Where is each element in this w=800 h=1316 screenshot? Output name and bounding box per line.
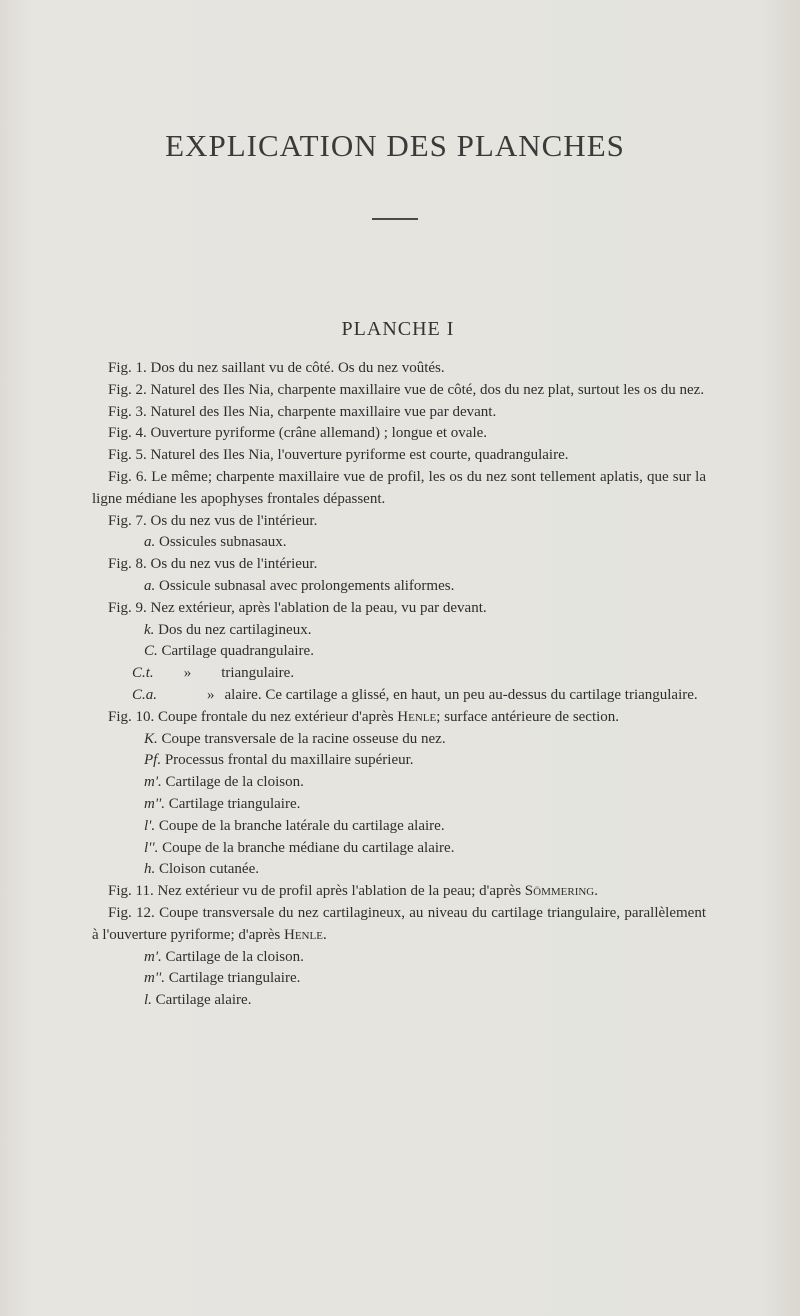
legend-text: alaire. Ce cartilage a glissé, en haut, un peu au-dessus du cartilage triangulaire. [224,686,698,703]
legend-item [92,794,706,816]
figure-description: Le même; charpente maxillaire vue de profil, les os du nez sont tellement aplatis, que sur la ligne médiane les apophyses frontales dépassent. [92,468,707,507]
legend-text: Ossicule subnasal avec prolongements aliformes. [159,577,455,594]
figure-entry [92,554,706,576]
figure-entry [92,423,706,445]
legend-text: Cartilage alaire. [155,992,252,1009]
figure-entry [92,467,706,511]
legend-mark: m''. [144,795,165,812]
legend-item [92,750,706,772]
figure-description: Coupe transversale du nez cartilagineux, au niveau du cartilage triangulaire, parallèlement à l'ouverture pyriforme; d'après [92,904,706,943]
figure-entry [92,598,706,620]
figure-description: Naturel des Iles Nia, charpente maxillaire vue par devant. [150,403,497,420]
ditto-mark: » [183,665,192,682]
figure-label: Fig. 5. [108,447,147,464]
figure-label: Fig. 7. [108,512,147,529]
figure-description-end: ; surface antérieure de section. [436,708,620,725]
legend-mark: C. [144,643,158,660]
legend-mark: m'. [144,948,162,965]
legend-mark: l. [144,992,152,1009]
legend-text: Dos du nez cartilagineux. [158,621,312,638]
figure-entry [92,358,706,380]
legend-text: Cartilage quadrangulaire. [161,643,314,660]
figure-entry [92,402,706,424]
legend-mark: m'. [144,774,162,791]
title-divider [372,218,418,220]
legend-mark: a. [144,534,156,551]
legend-item [92,641,706,663]
legend-mark: m''. [144,970,165,987]
figure-description: Nez extérieur vu de profil après l'ablation de la peau; d'après [157,883,522,900]
figure-label: Fig. 1. [108,360,147,376]
legend-text: Cartilage triangulaire. [168,795,301,812]
figure-label: Fig. 2. [108,381,147,398]
legend-text: Coupe de la branche médiane du cartilage alaire. [162,839,455,856]
figure-description: Naturel des Iles Nia, charpente maxillaire vue de côté, dos du nez plat, surtout les os du nez. [150,381,705,398]
legend-item [92,990,706,1012]
legend-item [92,576,706,598]
legend-mark: h. [144,861,156,878]
author-name: Henle [284,926,323,943]
legend-mark: C.a. [132,686,158,703]
legend-text: Ossicules subnasaux. [159,534,287,551]
figure-label: Fig. 8. [108,556,147,573]
author-name: Sömmering [524,883,595,900]
legend-mark: a. [144,577,156,594]
figure-description: Dos du nez saillant vu de côté. Os du nez voûtés. [150,360,445,376]
figure-description-end: . [594,883,599,900]
legend-text: Coupe de la branche latérale du cartilage alaire. [158,817,445,834]
figure-description: Os du nez vus de l'intérieur. [150,512,318,529]
legend-item [92,620,706,642]
legend-item [92,968,706,990]
legend-mark: l'. [144,817,156,834]
legend-item [92,816,706,838]
figure-entry [92,380,706,402]
figure-description: Nez extérieur, après l'ablation de la peau, vu par devant. [150,599,487,616]
figure-description-end: . [322,926,327,943]
legend-mark: C.t. [132,665,154,682]
legend-mark: Pf. [144,752,162,769]
figure-description: Ouverture pyriforme (crâne allemand) ; longue et ovale. [150,425,488,442]
legend-item [92,859,706,881]
figure-label: Fig. 6. [108,468,148,485]
legend-item [92,947,706,969]
legend-item [92,663,706,685]
figure-label: Fig. 12. [108,904,155,921]
figure-label: Fig. 9. [108,599,147,616]
figure-label: Fig. 3. [108,403,147,420]
legend-item [92,772,706,794]
figure-label: Fig. 11. [108,883,154,900]
legend-text: triangulaire. [221,665,295,682]
figure-entry [92,511,706,533]
legend-item [92,685,706,707]
figure-label: Fig. 10. [108,708,155,725]
legend-mark: l''. [144,839,159,856]
figure-legend-list [92,358,706,1012]
figure-entry [92,903,706,947]
figure-entry [92,445,706,467]
figure-label: Fig. 4. [108,425,147,442]
author-name: Henle [397,708,437,725]
plate-heading: PLANCHE I [341,318,455,340]
figure-description: Coupe frontale du nez extérieur d'après [158,708,394,725]
legend-text: Coupe transversale de la racine osseuse du nez. [161,730,446,747]
legend-text: Cloison cutanée. [159,861,259,878]
legend-item [92,729,706,751]
legend-text: Cartilage de la cloison. [165,948,304,965]
legend-item [92,532,706,554]
legend-text: Cartilage triangulaire. [168,970,301,987]
figure-description: Os du nez vus de l'intérieur. [150,556,318,573]
legend-text: Cartilage de la cloison. [165,774,304,791]
ditto-mark: » [207,686,215,703]
legend-text: Processus frontal du maxillaire supérieur. [164,752,414,769]
figure-entry [92,707,706,729]
legend-item [92,838,706,860]
figure-description: Naturel des Iles Nia, l'ouverture pyriforme est courte, quadrangulaire. [150,447,569,464]
page-title: EXPLICATION DES PLANCHES [165,128,625,163]
legend-mark: K. [144,730,158,747]
legend-mark: k. [144,621,155,638]
figure-entry [92,881,706,903]
